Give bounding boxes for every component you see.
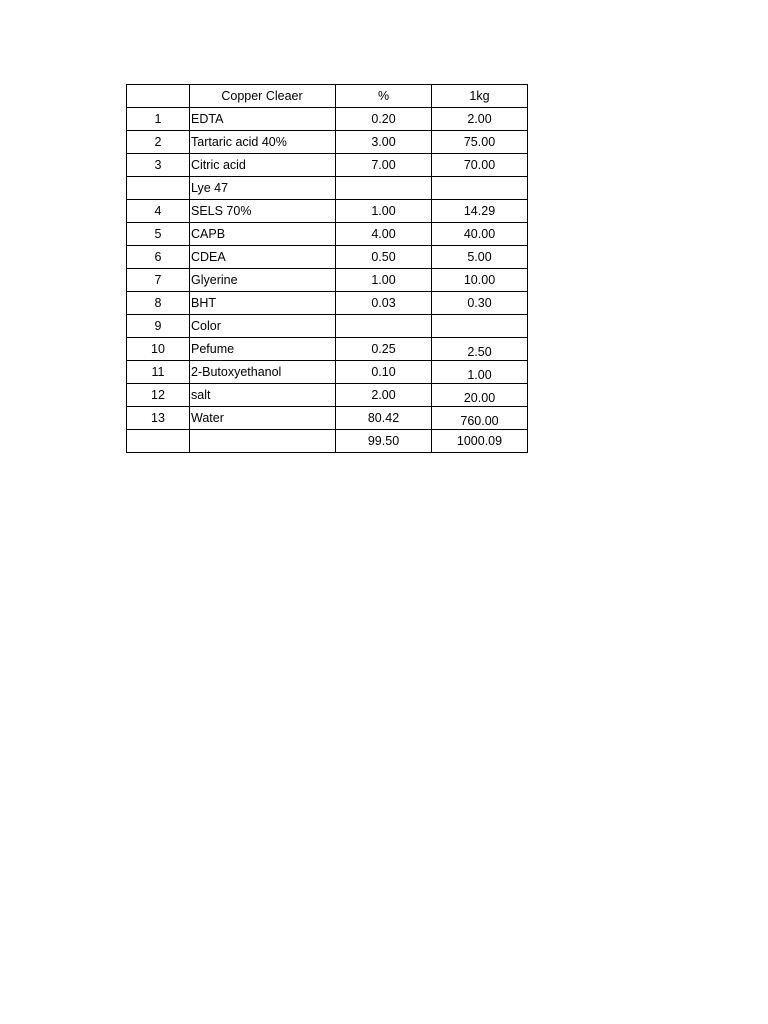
percent-value: 4.00 <box>336 223 432 246</box>
header-percent: % <box>336 85 432 108</box>
table-row <box>127 200 528 223</box>
kg-value <box>432 177 528 200</box>
percent-value: 0.03 <box>336 292 432 315</box>
ingredient-name: BHT <box>190 292 336 315</box>
percent-value: 0.25 <box>336 338 432 361</box>
ingredient-name: Lye 47 <box>190 177 336 200</box>
ingredient-name: EDTA <box>190 108 336 131</box>
table-row <box>127 384 528 407</box>
row-number <box>127 177 190 200</box>
row-number: 11 <box>127 361 190 384</box>
table-row <box>127 131 528 154</box>
kg-value: 70.00 <box>432 154 528 177</box>
header-no-cell <box>127 85 190 108</box>
kg-value: 760.00 <box>432 407 528 430</box>
ingredient-name: Pefume <box>190 338 336 361</box>
percent-value: 3.00 <box>336 131 432 154</box>
row-number: 2 <box>127 131 190 154</box>
kg-value: 2.50 <box>432 338 528 361</box>
header-row <box>127 85 528 108</box>
kg-value: 1.00 <box>432 361 528 384</box>
total-no-cell <box>127 430 190 453</box>
kg-value: 14.29 <box>432 200 528 223</box>
row-number: 10 <box>127 338 190 361</box>
percent-value: 80.42 <box>336 407 432 430</box>
table-row <box>127 269 528 292</box>
percent-value: 7.00 <box>336 154 432 177</box>
table-row <box>127 154 528 177</box>
table-row <box>127 108 528 131</box>
row-number: 13 <box>127 407 190 430</box>
percent-value: 0.20 <box>336 108 432 131</box>
table-row <box>127 361 528 384</box>
percent-value: 1.00 <box>336 269 432 292</box>
percent-value: 1.00 <box>336 200 432 223</box>
row-number: 12 <box>127 384 190 407</box>
ingredient-name: Water <box>190 407 336 430</box>
kg-value: 0.30 <box>432 292 528 315</box>
row-number: 1 <box>127 108 190 131</box>
total-item-cell <box>190 430 336 453</box>
percent-value: 0.50 <box>336 246 432 269</box>
percent-value: 0.10 <box>336 361 432 384</box>
table-row <box>127 292 528 315</box>
row-number: 7 <box>127 269 190 292</box>
row-number: 9 <box>127 315 190 338</box>
row-number: 3 <box>127 154 190 177</box>
total-kg: 1000.09 <box>432 430 528 453</box>
kg-value: 2.00 <box>432 108 528 131</box>
kg-value: 75.00 <box>432 131 528 154</box>
ingredient-name: SELS 70% <box>190 200 336 223</box>
ingredient-name: Glyerine <box>190 269 336 292</box>
kg-value: 40.00 <box>432 223 528 246</box>
header-product-name: Copper Cleaer <box>190 85 336 108</box>
kg-value: 10.00 <box>432 269 528 292</box>
row-number: 8 <box>127 292 190 315</box>
ingredient-name: Tartaric acid 40% <box>190 131 336 154</box>
percent-value <box>336 177 432 200</box>
percent-value <box>336 315 432 338</box>
kg-value <box>432 315 528 338</box>
row-number: 6 <box>127 246 190 269</box>
table-row <box>127 407 528 430</box>
ingredient-name: salt <box>190 384 336 407</box>
kg-value: 5.00 <box>432 246 528 269</box>
ingredient-name: Color <box>190 315 336 338</box>
table-row <box>127 246 528 269</box>
ingredient-name: 2-Butoxyethanol <box>190 361 336 384</box>
total-percent: 99.50 <box>336 430 432 453</box>
total-row <box>127 430 528 453</box>
table-row <box>127 338 528 361</box>
ingredient-name: Citric acid <box>190 154 336 177</box>
kg-value: 20.00 <box>432 384 528 407</box>
row-number: 4 <box>127 200 190 223</box>
ingredient-name: CAPB <box>190 223 336 246</box>
table-row <box>127 223 528 246</box>
ingredient-name: CDEA <box>190 246 336 269</box>
percent-value: 2.00 <box>336 384 432 407</box>
table-row <box>127 177 528 200</box>
row-number: 5 <box>127 223 190 246</box>
formula-table <box>126 84 528 453</box>
header-1kg: 1kg <box>432 85 528 108</box>
table-row <box>127 315 528 338</box>
